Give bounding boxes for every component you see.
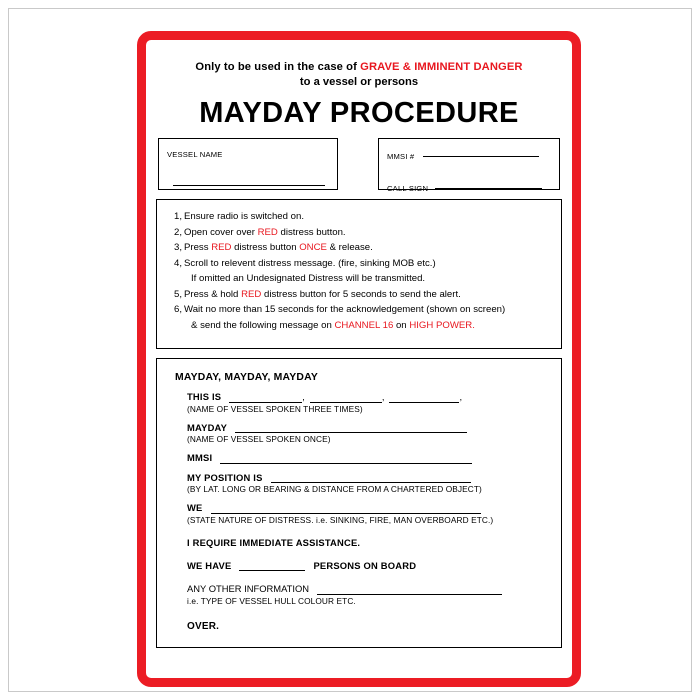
vessel-name-box (158, 138, 338, 190)
mayday-name-note: (NAME OF VESSEL SPOKEN ONCE) (187, 434, 331, 445)
vessel-name-input[interactable] (173, 185, 325, 186)
step-number: 1, (174, 211, 183, 222)
mayday-name-input[interactable] (235, 423, 467, 433)
persons-on-board-row (169, 560, 549, 572)
we-have-label: WE HAVE (187, 559, 232, 571)
this-is-input-2[interactable] (310, 393, 382, 403)
we-label: WE (187, 502, 203, 514)
mayday-label: MAYDAY (187, 421, 228, 433)
position-note: (BY LAT. LONG OR BEARING & DISTANCE FROM A CHARTERED OBJECT) (187, 484, 482, 495)
procedure-steps-box (156, 199, 562, 349)
step-text: Ensure radio is switched on. (184, 211, 304, 222)
header-warning-emphasis: GRAVE & IMMINENT DANGER (360, 61, 523, 73)
list-item (167, 287, 551, 303)
mmsi-callsign-box (378, 138, 560, 194)
assistance-row (169, 537, 549, 548)
step-text: Wait no more than 15 seconds for the acknowledgement (shown on screen) (184, 304, 506, 316)
list-item (167, 225, 551, 241)
this-is-input-1[interactable] (229, 393, 302, 403)
persons-count-input[interactable] (239, 561, 305, 571)
this-is-row: THIS IS , , , (187, 391, 463, 402)
step-text: Press RED distress button ONCE & release. (184, 242, 373, 254)
mmsi-message-row (169, 452, 549, 464)
list-item (167, 256, 551, 272)
mmsi-label: MMSI # (387, 152, 415, 162)
we-input[interactable] (211, 504, 481, 514)
step-number: 4, (174, 257, 183, 269)
outer-frame (8, 8, 692, 692)
persons-on-board-label: PERSONS ON BOARD (313, 559, 417, 571)
position-row (169, 472, 549, 484)
over-label: OVER. (187, 620, 220, 632)
position-input[interactable] (271, 473, 471, 483)
mmsi-input[interactable] (423, 156, 539, 157)
other-info-label: ANY OTHER INFORMATION (187, 583, 310, 595)
mayday-call-title: MAYDAY, MAYDAY, MAYDAY (175, 372, 318, 383)
header-warning-line (156, 60, 562, 74)
step-text: Press & hold RED distress button for 5 seconds to send the alert. (184, 288, 461, 300)
step-number: 2, (174, 226, 183, 238)
other-info-input[interactable] (317, 585, 502, 595)
other-info-note: i.e. TYPE OF VESSEL HULL COLOUR ETC. (187, 595, 356, 606)
placard-inner (156, 60, 562, 680)
header-warning-prefix: Only to be used in the case of (195, 61, 361, 73)
callsign-row (387, 180, 551, 198)
mayday-procedure-placard (137, 31, 581, 687)
step-number: 6, (174, 304, 183, 316)
distress-message-box (156, 358, 562, 648)
step-text: Open cover over RED distress button. (184, 226, 346, 238)
step-number: 5, (174, 288, 183, 300)
procedure-steps-list (167, 209, 551, 271)
this-is-note: (NAME OF VESSEL SPOKEN THREE TIMES) (187, 403, 363, 414)
call-sign-label: CALL SIGN (387, 184, 429, 194)
step-text: Scroll to relevent distress message. (fire, sinking MOB etc.) (184, 257, 436, 269)
mayday-name-row (169, 422, 549, 434)
list-item (167, 209, 551, 225)
we-note: (STATE NATURE OF DISTRESS. i.e. SINKING, FIRE, MAN OVERBOARD ETC.) (187, 514, 494, 525)
call-sign-input[interactable] (435, 188, 542, 189)
step-6-subtext: & send the following message on CHANNEL 16 on HIGH POWER. (191, 319, 475, 331)
this-is-input-3[interactable] (389, 393, 459, 403)
we-row (169, 502, 549, 514)
procedure-steps-list-cont (167, 287, 551, 318)
page-title: MAYDAY PROCEDURE (199, 97, 519, 129)
assistance-label: I REQUIRE IMMEDIATE ASSISTANCE. (187, 536, 361, 548)
vessel-name-label: VESSEL NAME (167, 150, 223, 160)
other-info-row (169, 583, 549, 595)
step-4-subtext: If omitted an Undesignated Distress will be transmitted. (191, 273, 426, 285)
step-number: 3, (174, 242, 183, 254)
this-is-label: THIS IS (187, 391, 222, 402)
list-item (167, 302, 551, 318)
mmsi-row (387, 148, 551, 166)
header-subline: to a vessel or persons (299, 76, 419, 88)
position-label: MY POSITION IS (187, 471, 263, 483)
list-item (167, 240, 551, 256)
mmsi-message-input[interactable] (220, 454, 472, 464)
mmsi-message-label: MMSI (187, 452, 213, 464)
identity-row (156, 138, 562, 194)
